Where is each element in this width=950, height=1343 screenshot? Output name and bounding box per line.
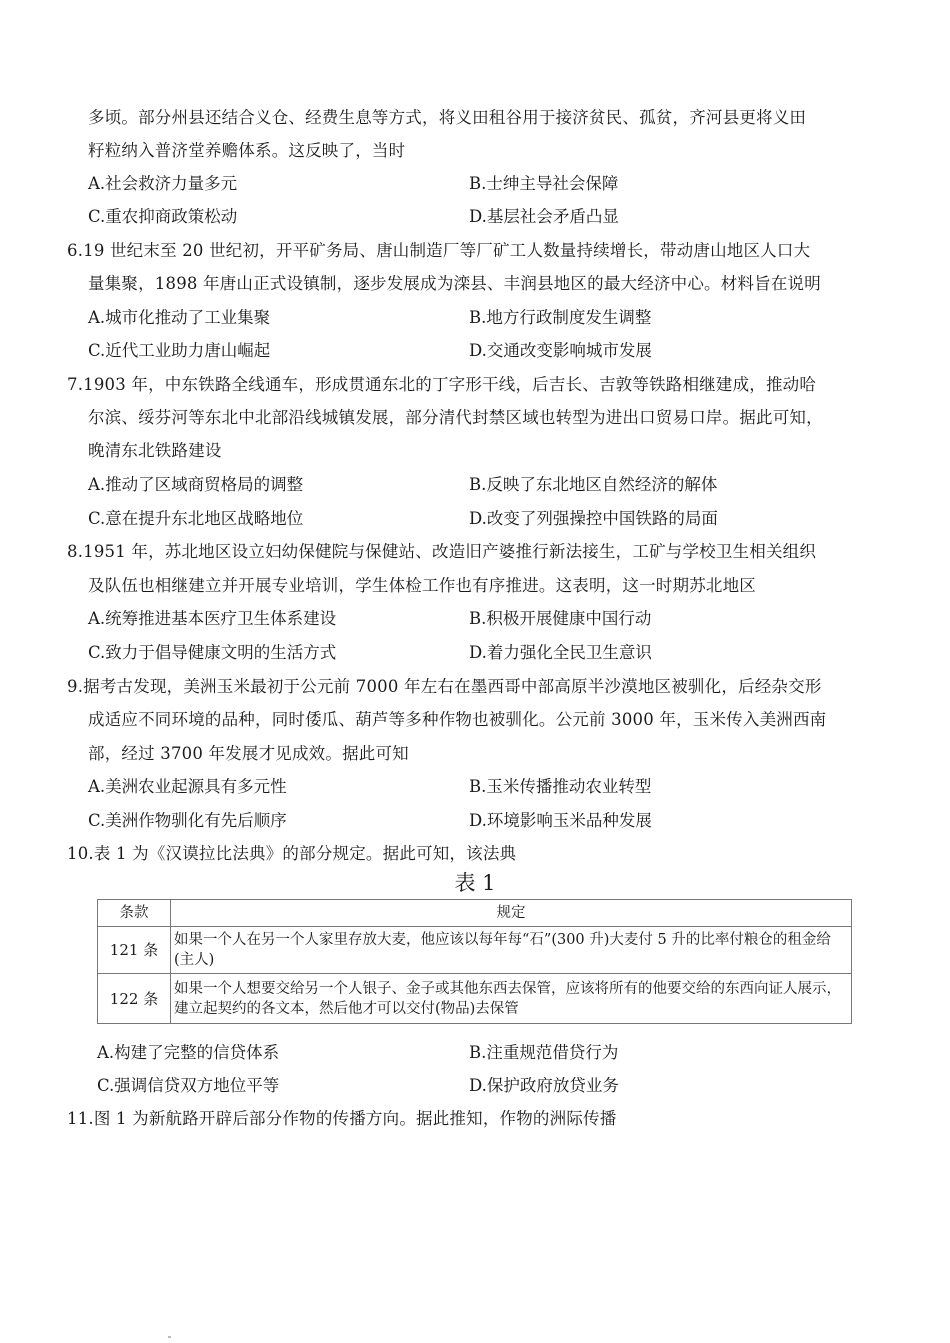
q10-option-c[interactable]: C.强调信贷双方地位平等 bbox=[97, 1076, 280, 1095]
q7-stem-line-2: 尔滨、绥芬河等东北中北部沿线城镇发展，部分清代封禁区域也转型为进出口贸易口岸。据此可知， bbox=[88, 408, 823, 427]
q6-option-c[interactable]: C.近代工业助力唐山崛起 bbox=[88, 341, 271, 360]
q8-option-d[interactable]: D.着力强化全民卫生意识 bbox=[469, 643, 652, 662]
q10-option-b[interactable]: B.注重规范借贷行为 bbox=[469, 1043, 619, 1062]
q5-option-a[interactable]: A.社会救济力量多元 bbox=[88, 174, 238, 193]
q10-option-a[interactable]: A.构建了完整的信贷体系 bbox=[97, 1043, 280, 1062]
table-row bbox=[98, 974, 852, 1024]
q11-stem-line-1: 11.图 1 为新航路开辟后部分作物的传播方向。据此推知，作物的洲际传播 bbox=[67, 1109, 617, 1128]
q8-option-c[interactable]: C.致力于倡导健康文明的生活方式 bbox=[88, 643, 337, 662]
q7-option-d[interactable]: D.改变了列强操控中国铁路的局面 bbox=[469, 509, 718, 528]
q6-stem-line-1: 6.19 世纪末至 20 世纪初，开平矿务局、唐山制造厂等厂矿工人数量持续增长，带动唐山地区人口大 bbox=[67, 241, 811, 260]
q7-option-b[interactable]: B.反映了东北地区自然经济的解体 bbox=[469, 475, 718, 494]
q7-stem-line-3: 晚清东北铁路建设 bbox=[88, 441, 222, 460]
q8-stem-line-2: 及队伍也相继建立并开展专业培训，学生体检工作也有序推进。这表明，这一时期苏北地区 bbox=[88, 576, 756, 595]
q5-option-c[interactable]: C.重农抑商政策松动 bbox=[88, 207, 238, 226]
q6-option-b[interactable]: B.地方行政制度发生调整 bbox=[469, 308, 652, 327]
q5-stem-line-2: 籽粒纳入普济堂养赡体系。这反映了，当时 bbox=[88, 141, 406, 160]
q6-option-a[interactable]: A.城市化推动了工业集聚 bbox=[88, 308, 271, 327]
q7-stem-line-1: 7.1903 年，中东铁路全线通车，形成贯通东北的丁字形干线，后吉长、吉敦等铁路相继建成，推动哈 bbox=[67, 375, 817, 394]
q8-option-b[interactable]: B.积极开展健康中国行动 bbox=[469, 609, 652, 628]
q10-option-d[interactable]: D.保护政府放贷业务 bbox=[469, 1076, 619, 1095]
q5-stem-line-1: 多顷。部分州县还结合义仓、经费生息等方式，将义田租谷用于接济贫民、孤贫，齐河县更将义田 bbox=[88, 108, 807, 127]
scan-mark bbox=[168, 1336, 171, 1338]
q5-option-b[interactable]: B.士绅主导社会保障 bbox=[469, 174, 619, 193]
q7-option-a[interactable]: A.推动了区域商贸格局的调整 bbox=[88, 475, 304, 494]
table-header-clause: 条款 bbox=[98, 900, 171, 927]
q9-option-d[interactable]: D.环境影响玉米品种发展 bbox=[469, 811, 652, 830]
table-header-rule: 规定 bbox=[171, 900, 852, 927]
table-cell-clause: 121 条 bbox=[98, 927, 171, 974]
q5-option-d[interactable]: D.基层社会矛盾凸显 bbox=[469, 207, 619, 226]
q9-option-c[interactable]: C.美洲作物驯化有先后顺序 bbox=[88, 811, 287, 830]
table-header-row bbox=[98, 900, 852, 927]
q6-option-d[interactable]: D.交通改变影响城市发展 bbox=[469, 341, 652, 360]
q9-option-a[interactable]: A.美洲农业起源具有多元性 bbox=[88, 777, 287, 796]
q8-option-a[interactable]: A.统筹推进基本医疗卫生体系建设 bbox=[88, 609, 337, 628]
q8-stem-line-1: 8.1951 年，苏北地区设立妇幼保健院与保健站、改造旧产婆推行新法接生，工矿与学校卫生相关组织 bbox=[67, 542, 817, 561]
q9-stem-line-3: 部，经过 3700 年发展才见成效。据此可知 bbox=[88, 744, 409, 763]
table-row bbox=[98, 927, 852, 974]
table-cell-rule: 如果一个人在另一个人家里存放大麦，他应该以每年每“石”(300 升)大麦付 5 升的比率付粮仓的租金给(主人) bbox=[171, 927, 852, 974]
q9-stem-line-1: 9.据考古发现，美洲玉米最初于公元前 7000 年左右在墨西哥中部高原半沙漠地区被驯化，后经杂交形 bbox=[67, 677, 822, 696]
law-table bbox=[97, 899, 852, 1024]
table-cell-rule: 如果一个人想要交给另一个人银子、金子或其他东西去保管，应该将所有的他要交给的东西向证人展示，建立起契约的各文本，然后他才可以交付(物品)去保管 bbox=[171, 974, 852, 1024]
q6-stem-line-2: 量集聚，1898 年唐山正式设镇制，逐步发展成为滦县、丰润县地区的最大经济中心。材料旨在说明 bbox=[88, 274, 821, 293]
q9-option-b[interactable]: B.玉米传播推动农业转型 bbox=[469, 777, 652, 796]
q10-stem-line-1: 10.表 1 为《汉谟拉比法典》的部分规定。据此可知，该法典 bbox=[67, 844, 517, 863]
table-cell-clause: 122 条 bbox=[98, 974, 171, 1024]
q9-stem-line-2: 成适应不同环境的品种，同时倭瓜、葫芦等多种作物也被驯化。公元前 3000 年，玉米传入美洲西南 bbox=[88, 710, 827, 729]
q7-option-c[interactable]: C.意在提升东北地区战略地位 bbox=[88, 509, 304, 528]
table-title: 表 1 bbox=[454, 871, 496, 895]
